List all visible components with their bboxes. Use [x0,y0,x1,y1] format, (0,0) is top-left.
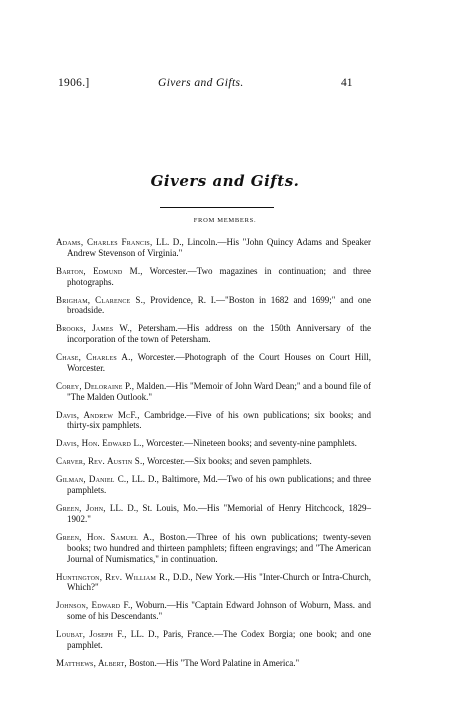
page-number: 41 [341,77,353,89]
section-title: Givers and Gifts. [150,172,300,190]
entry-text: Worcester.—Nineteen books; and seventy-nine pamphlets. [144,438,357,449]
entry-name: Davis, Andrew McF., [56,409,140,420]
entry-text: Malden.—His "Memoir of John Ward Dean;" and a bound file of "The Malden Outlook." [67,380,371,402]
list-item [56,456,371,467]
list-item [56,532,371,564]
list-item [56,600,371,622]
subheading: FROM MEMBERS. [193,217,257,224]
entry-name: Barton, Edmund M., [56,265,143,276]
entry-text: Worcester.—Photograph of the Court Houses on Court Hill, Worcester. [67,352,371,373]
running-head-title: Givers and Gifts. [158,77,244,89]
entry-name: Davis, Hon. Edward L., [56,438,145,449]
entry-text: Boston.—Three of his own publications; twenty-seven books; two hundred and thirteen pamphlets; fifteen engravings; and "The American Journal of Numismatics," in continuation. [67,532,372,564]
entry-text: LL. D., Baltimore, Md.—Two of his own publications; and three pamphlets. [67,474,371,496]
entry-text: Providence, R. I.—"Boston in 1682 and 1699;" and one broadside. [67,294,371,316]
entry-text: Boston.—His "The Word Palatine in America." [126,657,300,668]
list-item [56,572,371,594]
entry-name: Green, John, [56,503,106,514]
entry-text: Cambridge.—Five of his own publications; six books; and thirty-six pamphlets. [67,409,371,431]
section-divider [160,207,274,208]
entry-name: Chase, Charles A., [56,352,133,363]
entry-name: Brigham, Clarence S., [56,294,146,305]
list-item [56,237,371,259]
entry-text: Woburn.—His "Captain Edward Johnson of Woburn, Mass. and some of his Descendants." [67,600,371,622]
entry-name: Johnson, Edward F., [56,600,133,611]
entry-list [56,237,371,669]
list-item [56,352,371,374]
entry-text: Worcester.—Six books; and seven pamphlets. [144,456,312,467]
list-item [56,629,371,651]
entry-name: Matthews, Albert, [56,657,127,668]
entry-name: Carver, Rev. Austin S., [56,456,145,467]
list-item [56,295,371,317]
entry-text: LL. D., Paris, France.—The Codex Borgia; one book; and one pamphlet. [67,629,372,650]
list-item [56,474,371,496]
list-item [56,658,371,669]
entry-name: Corey, Deloraine P., [56,380,135,391]
list-item [56,503,371,525]
entry-text: LL. D., St. Louis, Mo.—His "Memorial of Henry Hitchcock, 1829–1902." [67,503,371,525]
entry-name: Adams, Charles Francis, [56,237,153,247]
entry-name: Huntington, Rev. William R., [56,571,171,582]
list-item [56,438,371,449]
running-head-year: 1906.] [58,77,90,89]
list-item [56,266,371,288]
list-item [56,410,371,432]
entry-name: Gilman, Daniel C., [56,474,129,485]
entry-text: Petersham.—His address on the 150th Anniversary of the incorporation of the town of Petersham. [67,323,371,345]
entry-text: Worcester.—Two magazines in continuation; and three photographs. [67,265,372,287]
list-item [56,323,371,345]
entry-text: LL. D., Lincoln.—His "John Quincy Adams and Speaker Andrew Stevenson of Virginia." [67,237,371,258]
entry-text: D.D., New York.—His "Inter-Church or Intra-Church, Which?" [67,571,371,593]
entry-name: Loubat, Joseph F., [56,629,127,640]
entry-name: Brooks, James W., [56,323,133,334]
list-item [56,381,371,403]
entry-name: Green, Hon. Samuel A., [56,532,155,542]
